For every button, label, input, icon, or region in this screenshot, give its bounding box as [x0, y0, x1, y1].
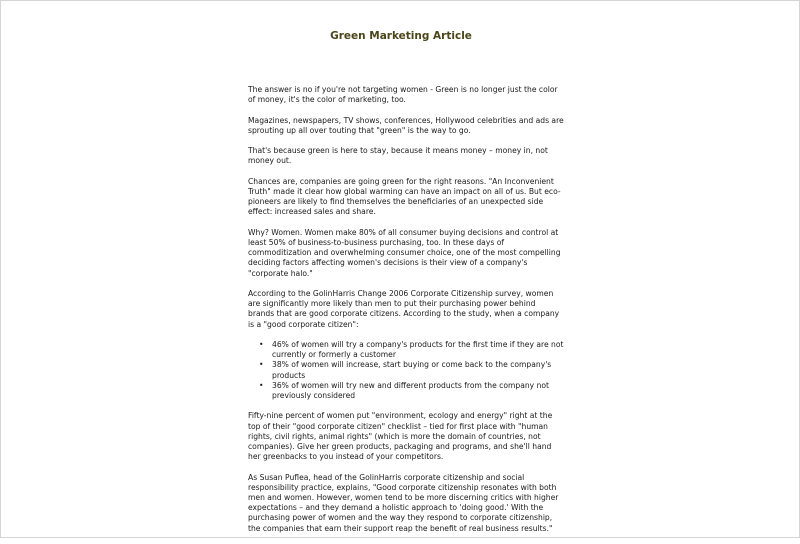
- list-item-text: 36% of women will try new and different products from the company not previously considered: [272, 380, 550, 400]
- article-body: [248, 85, 564, 544]
- list-item-text: 38% of women will increase, start buying or come back to the company's products: [272, 360, 552, 380]
- paragraph-media: Magazines, newspapers, TV shows, conferences, Hollywood celebrities and ads are sprouting up all over touting that "green" is the way to go.: [248, 115, 564, 135]
- list-item: [259, 339, 564, 360]
- document-title: Green Marketing Article: [330, 30, 472, 42]
- bullet-icon: •: [259, 380, 264, 390]
- paragraph-intro: The answer is no if you're not targeting women - Green is no longer just the color of money, it's the color of marketing, too.: [248, 85, 558, 105]
- survey-bullet-list: [248, 340, 564, 401]
- bullet-icon: •: [259, 339, 264, 349]
- paragraph-reasons: Chances are, companies are going green for the right reasons. "An Inconvenient Truth" made it clear how global warming can have an impact on all of us. But eco-pioneers are likely to find themselves the beneficiaries of an unexpected side effect: increased sales and share.: [248, 176, 561, 217]
- paragraph-women: Why? Women. Women make 80% of all consumer buying decisions and control at least 50% of business-to-business purchasing, too. In these days of commoditization and overwhelming consumer choice, one of the most compelling deciding factors affecting women's decisions is their view of a company's "corporate halo.": [248, 227, 561, 278]
- list-item: [259, 380, 564, 401]
- list-item: [259, 360, 564, 380]
- list-item-text: 46% of women will try a company's products for the first time if they are not currently or formerly a customer: [272, 339, 564, 360]
- paragraph-fifty-nine-percent: Fifty-nine percent of women put "environment, ecology and energy" right at the top of their "good corporate citizen" checklist – tied for first place with "human rights, civil rights, animal rights" (which is more the domain of countries, not companies). Give her green products, packaging and programs, and she'll hand her greenbacks to you instead of your competitors.: [248, 411, 553, 462]
- paragraph-survey: According to the GolinHarris Change 2006 Corporate Citizenship survey, women are significantly more likely than men to put their purchasing power behind brands that are good corporate citizens. According to the study, when a company is a "good corporate citizen":: [248, 288, 560, 329]
- bullet-icon: •: [259, 360, 264, 370]
- paragraph-quote: As Susan Puflea, head of the GolinHarris corporate citizenship and social responsibility practice, explains, "Good corporate citizenship resonates with both men and women. However, women tend to be more discerning critics with higher expectations – and they demand a holistic approach to 'doing good.' With the purchasing power of women and the way they respond to corporate citizenship, the companies that earn their support reap the benefit of real business results.": [248, 472, 559, 533]
- paragraph-money: That's because green is here to stay, because it means money – money in, not money out.: [248, 146, 548, 166]
